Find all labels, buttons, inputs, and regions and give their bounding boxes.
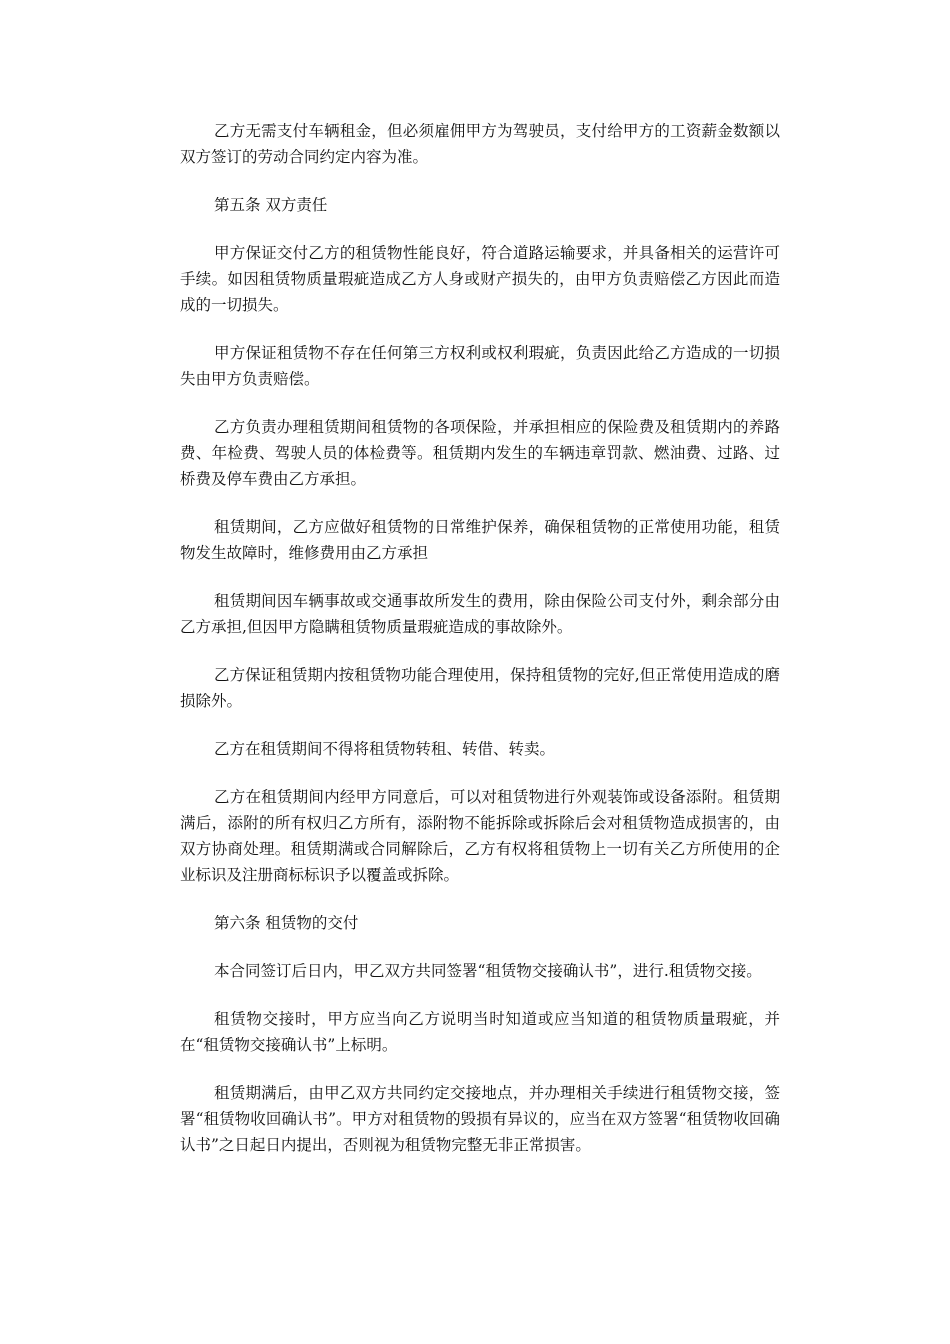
- paragraph: 乙方在租赁期间内经甲方同意后，可以对租赁物进行外观装饰或设备添附。租赁期满后，添附的所有权归乙方所有，添附物不能拆除或拆除后会对租赁物造成损害的，由双方协商处理。租赁期满或合同解除后，乙方有权将租赁物上一切有关乙方所使用的企业标识及注册商标标识予以覆盖或拆除。: [180, 788, 780, 884]
- paragraph: 租赁物交接时，甲方应当向乙方说明当时知道或应当知道的租赁物质量瑕疵，并在“租赁物交接确认书”上标明。: [180, 1010, 780, 1054]
- paragraph: 租赁期间因车辆事故或交通事故所发生的费用，除由保险公司支付外，剩余部分由乙方承担,但因甲方隐瞒租赁物质量瑕疵造成的事故除外。: [180, 592, 780, 636]
- paragraph: 租赁期满后，由甲乙双方共同约定交接地点，并办理相关手续进行租赁物交接，签署“租赁物收回确认书”。甲方对租赁物的毁损有异议的，应当在双方签署“租赁物收回确认书”之日起日内提出，否则视为租赁物完整无非正常损害。: [180, 1084, 780, 1154]
- document-page: [180, 118, 780, 1180]
- paragraph: 乙方负责办理租赁期间租赁物的各项保险，并承担相应的保险费及租赁期内的养路费、年检费、驾驶人员的体检费等。租赁期内发生的车辆违章罚款、燃油费、过路、过桥费及停车费由乙方承担。: [180, 418, 780, 488]
- paragraph: 乙方无需支付车辆租金，但必须雇佣甲方为驾驶员，支付给甲方的工资薪金数额以双方签订的劳动合同约定内容为准。: [180, 122, 780, 166]
- paragraph: 甲方保证交付乙方的租赁物性能良好，符合道路运输要求，并具备相关的运营许可手续。如因租赁物质量瑕疵造成乙方人身或财产损失的，由甲方负责赔偿乙方因此而造成的一切损失。: [180, 244, 780, 314]
- paragraph: 甲方保证租赁物不存在任何第三方权利或权利瑕疵，负责因此给乙方造成的一切损失由甲方负责赔偿。: [180, 344, 780, 388]
- paragraph: 租赁期间，乙方应做好租赁物的日常维护保养，确保租赁物的正常使用功能，租赁物发生故障时，维修费用由乙方承担: [180, 518, 780, 562]
- paragraph: 乙方在租赁期间不得将租赁物转租、转借、转卖。: [214, 740, 556, 758]
- section-heading: 第五条 双方责任: [214, 196, 328, 214]
- paragraph: 乙方保证租赁期内按租赁物功能合理使用，保持租赁物的完好,但正常使用造成的磨损除外。: [180, 666, 780, 710]
- section-heading: 第六条 租赁物的交付: [214, 914, 359, 932]
- paragraph: 本合同签订后日内，甲乙双方共同签署“租赁物交接确认书”，进行.租赁物交接。: [214, 962, 762, 980]
